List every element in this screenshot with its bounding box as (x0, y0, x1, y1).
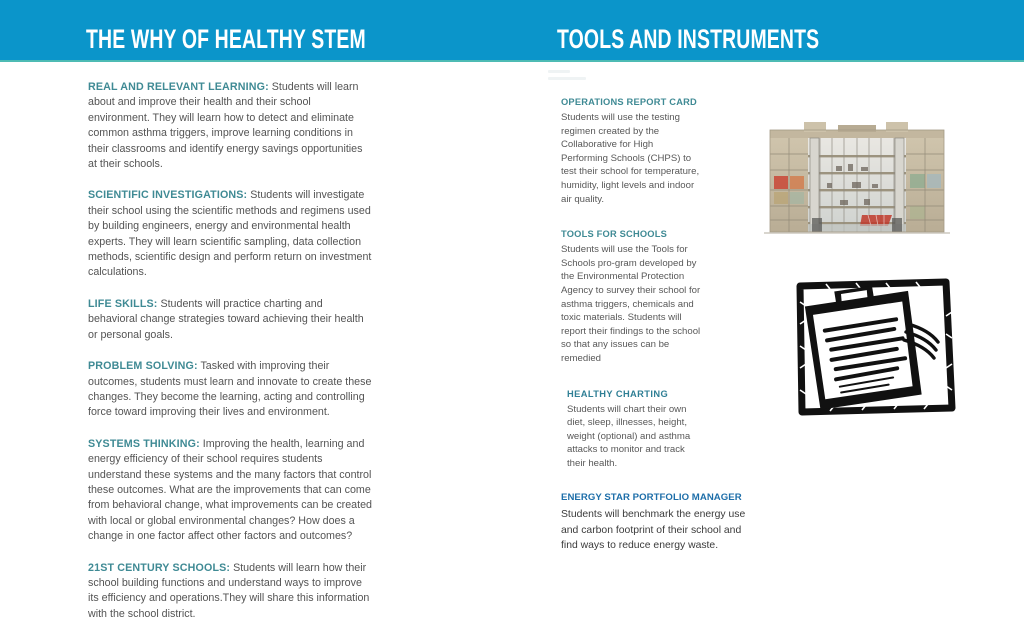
section-body: Students will use the Tools for Schools pro-gram developed by the Environmental Protection Agency to survey their school for asthma triggers, chemicals and toxic materials. Students will report their findings to the school so that any issues can be remedied (561, 244, 701, 364)
paragraph-text: Students will learn how their school building functions and understand ways to improve its efficiency and operations.They will share this information with the school district. (88, 561, 370, 620)
paragraph-body (88, 297, 374, 343)
paragraph-text: Improving the health, learning and energy efficiency of their school requires students understand these systems and the many factors that control these outcomes. What are the improvements that can come from behavioral change, what improvements can be created with local or global environmental changes? How does a change in one factor affect other factors and outcomes? (88, 437, 372, 543)
section-body: Students will chart their own diet, sleep, illnesses, height, weight (optional) and asthma attacks to monitor and track their health. (567, 403, 691, 469)
clipboard-checklist-illustration (786, 272, 962, 424)
section-heading: HEALTHY CHARTING (567, 388, 669, 399)
paragraph-text: Students will investigate their school using the scientific methods and regimens used by building engineers, energy and environmental health experts. They will learn scientific sampling, data collection methods, scientific design and perform return on investment calculations. (88, 189, 372, 279)
section-healthy-charting (561, 388, 701, 471)
paragraph-real-and-relevant-learning (88, 80, 374, 172)
paragraph-systems-thinking (88, 437, 374, 545)
header-banner (0, 0, 1024, 62)
paragraph-life-skills (88, 297, 374, 343)
right-text-column (561, 96, 746, 575)
paragraph-heading: PROBLEM SOLVING: (88, 360, 198, 373)
section-energy-star-portfolio-manager (561, 492, 749, 553)
paragraph-body (88, 561, 374, 622)
paragraph-heading: SCIENTIFIC INVESTIGATIONS: (88, 189, 248, 202)
paragraph-heading: LIFE SKILLS: (88, 297, 158, 310)
paragraph-body (88, 80, 374, 172)
paragraph-21st-century-schools (88, 561, 374, 622)
left-panel-title: THE WHY OF HEALTHY STEM (86, 24, 366, 54)
paragraph-problem-solving (88, 359, 374, 421)
section-heading: ENERGY STAR PORTFOLIO MANAGER (561, 492, 742, 504)
paragraph-text: Students will practice charting and behavioral change strategies toward achieving their health or personal goals. (88, 297, 364, 341)
paragraph-heading: REAL AND RELEVANT LEARNING: (88, 81, 269, 93)
section-body: Students will benchmark the energy use and carbon footprint of their school and find ways to reduce energy waste. (561, 509, 746, 551)
scan-artifact (548, 70, 602, 88)
building-cutaway-illustration (764, 114, 950, 238)
paragraph-text: Students will learn about and improve their health and their school environment. They will learn how to detect and eliminate common asthma triggers, improve learning conditions in their classrooms and identify energy savings opportunities at their schools. (88, 81, 363, 171)
paragraph-body (88, 359, 374, 421)
paragraph-heading: 21ST CENTURY SCHOOLS: (88, 561, 231, 574)
section-heading: OPERATIONS REPORT CARD (561, 97, 697, 107)
section-heading: TOOLS FOR SCHOOLS (561, 229, 668, 240)
paragraph-body (88, 188, 374, 280)
right-panel-title: TOOLS AND INSTRUMENTS (557, 24, 820, 54)
paragraph-heading: SYSTEMS THINKING: (88, 437, 200, 450)
section-operations-report-card (561, 96, 701, 206)
paragraph-body (88, 437, 374, 545)
left-text-column (88, 80, 374, 622)
section-body: Students will use the testing regimen created by the Collaborative for High Performing Schools (CHPS) to test their school for temperature, humidity, light levels and indoor air quality. (561, 112, 700, 205)
section-tools-for-schools (561, 228, 701, 365)
paragraph-scientific-investigations (88, 188, 374, 280)
paragraph-text: Tasked with improving their outcomes, students must learn and innovate to create these changes. They become the learning, acting and controlling force toward improving their lives and environment. (88, 360, 372, 419)
